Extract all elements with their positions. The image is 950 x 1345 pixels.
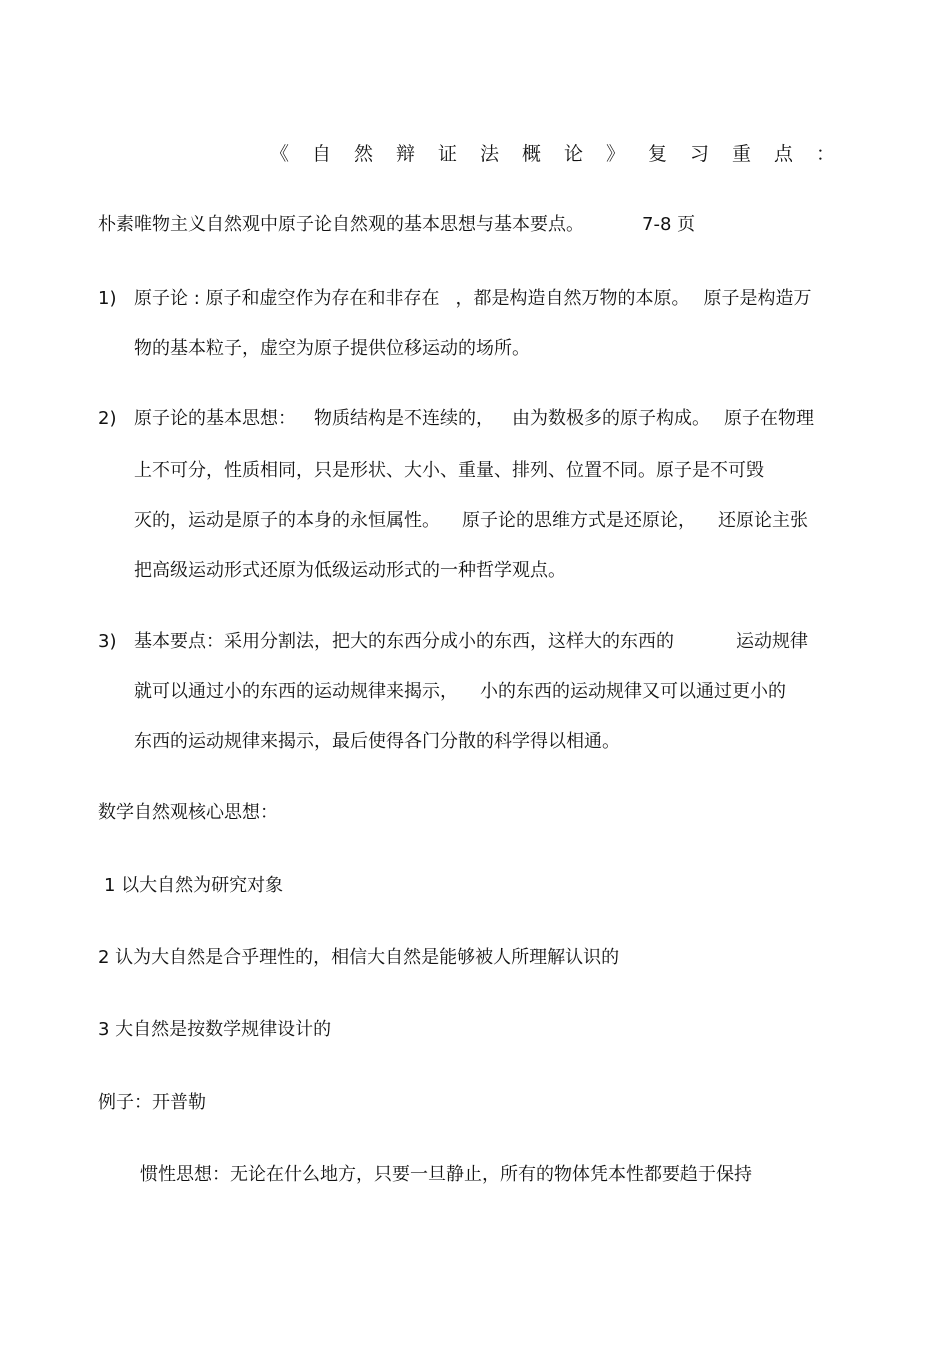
item-number: 2): [98, 408, 117, 429]
intro-line: [98, 213, 695, 237]
example-line: 例子：开普勒: [98, 1092, 206, 1113]
item-line: 物的基本粒子，虚空为原子提供位移运动的场所。: [134, 338, 530, 359]
item-line: 把高级运动形式还原为低级运动形式的一种哲学观点。: [134, 560, 566, 581]
intro-text: 朴素唯物主义自然观中原子论自然观的基本思想与基本要点。: [98, 214, 584, 235]
text-segment: 基本要点：采用分割法，把大的东西分成小的东西，这样大的东西的: [134, 631, 674, 652]
item-number: 1): [98, 288, 117, 309]
text-segment: 原子是构造万: [703, 288, 812, 309]
text-segment: 原子论的基本思想：: [134, 408, 296, 429]
item-line: [134, 287, 812, 311]
list-item: 3 大自然是按数学规律设计的: [98, 1019, 332, 1040]
list-item: 2 认为大自然是合乎理性的，相信大自然是能够被人所理解认识的: [98, 947, 620, 968]
text-segment: 原子论的思维方式是还原论，: [462, 510, 696, 531]
text-segment: ，都是构造自然万物的本原。: [455, 288, 690, 309]
text-segment: 就可以通过小的东西的运动规律来揭示，: [134, 681, 458, 702]
text-segment: 小的东西的运动规律又可以通过更小的: [480, 681, 786, 702]
item-line: [134, 630, 808, 654]
text-segment: 运动规律: [736, 631, 808, 652]
text-segment: 物质结构是不连续的，: [314, 408, 494, 429]
text-segment: 灭的，运动是原子的本身的永恒属性。: [134, 510, 440, 531]
item-number: 3): [98, 631, 117, 652]
text-segment: 由为数极多的原子构成。: [512, 408, 710, 429]
text-segment: 原子在物理: [724, 408, 814, 429]
text-segment: 还原论主张: [718, 510, 808, 531]
page-reference: 7-8 页: [642, 214, 696, 235]
text-segment: 原子论 : 原子和虚空作为存在和非存在: [134, 288, 440, 309]
section-heading: 数学自然观核心思想：: [98, 802, 278, 823]
item-line: [134, 680, 786, 704]
item-line: [134, 509, 808, 533]
page-title: 《自然辩证法概论》复习重点：: [270, 143, 859, 165]
item-line: 上不可分，性质相同，只是形状、大小、重量、排列、位置不同。原子是不可毁: [134, 460, 764, 481]
item-line: 东西的运动规律来揭示，最后使得各门分散的科学得以相通。: [134, 731, 620, 752]
list-item: 1 以大自然为研究对象: [104, 875, 284, 896]
item-line: [134, 407, 814, 431]
inertia-line: 惯性思想：无论在什么地方，只要一旦静止，所有的物体凭本性都要趋于保持: [140, 1164, 752, 1185]
